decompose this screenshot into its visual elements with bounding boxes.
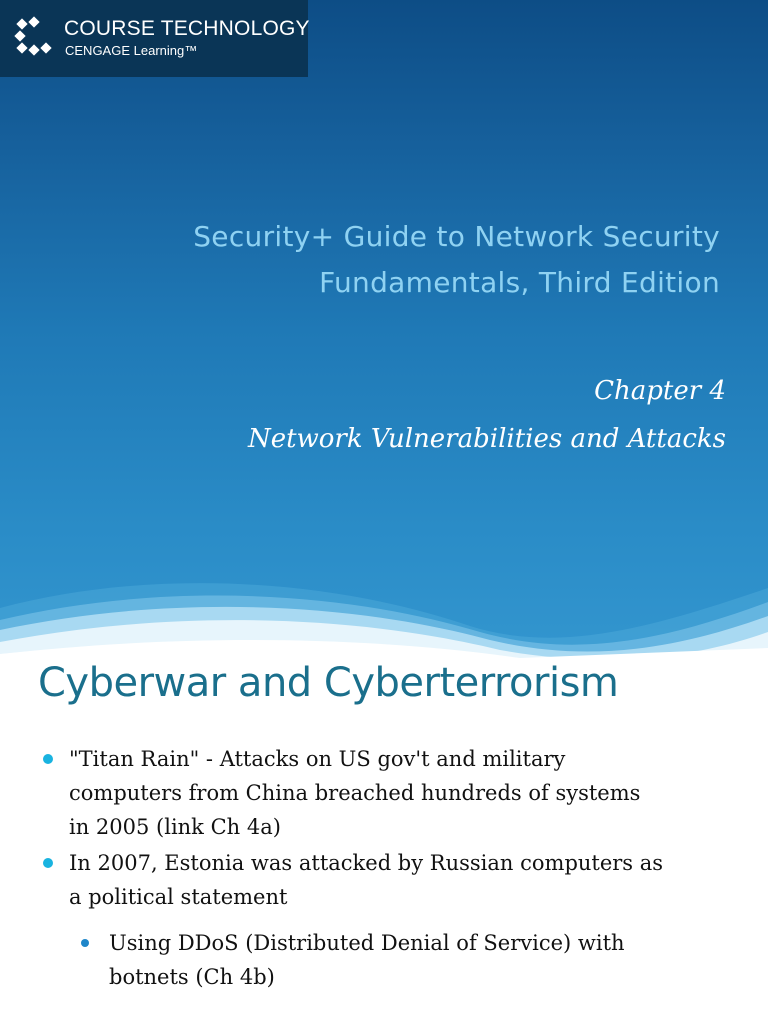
sub-bullet-item [80,926,740,994]
bullet-text-line: In 2007, Estonia was attacked by Russian computers as [69,851,664,875]
sub-bullet-icon [81,939,89,947]
bullet-icon [43,754,53,764]
book-title-line-1: Security+ Guide to Network Security [193,220,720,253]
chapter-title: Network Vulnerabilities and Attacks [247,424,726,454]
cengage-logo-icon [14,16,56,58]
bullet-list [40,742,740,996]
bullet-icon [43,858,53,868]
bullet-text-line: in 2005 (link Ch 4a) [69,815,281,839]
bullet-text-line: computers from China breached hundreds of systems [69,781,641,805]
logo-title: COURSE TECHNOLOGY [64,17,310,40]
bullet-item [40,742,740,844]
bullet-item [40,846,740,914]
bullet-text-line: botnets (Ch 4b) [109,965,275,989]
bullet-text-line: a political statement [69,885,288,909]
logo-subtitle: CENGAGE Learning™ [65,43,198,58]
book-title-line-2: Fundamentals, Third Edition [319,266,720,299]
publisher-logo [0,0,308,77]
bullet-text-line: "Titan Rain" - Attacks on US gov't and military [69,747,566,771]
bullet-text-line: Using DDoS (Distributed Denial of Service) with [109,931,625,955]
decorative-wave [0,568,768,660]
chapter-number: Chapter 4 [594,376,726,406]
slide-title: Cyberwar and Cyberterrorism [38,660,619,706]
content-slide [0,660,768,1024]
